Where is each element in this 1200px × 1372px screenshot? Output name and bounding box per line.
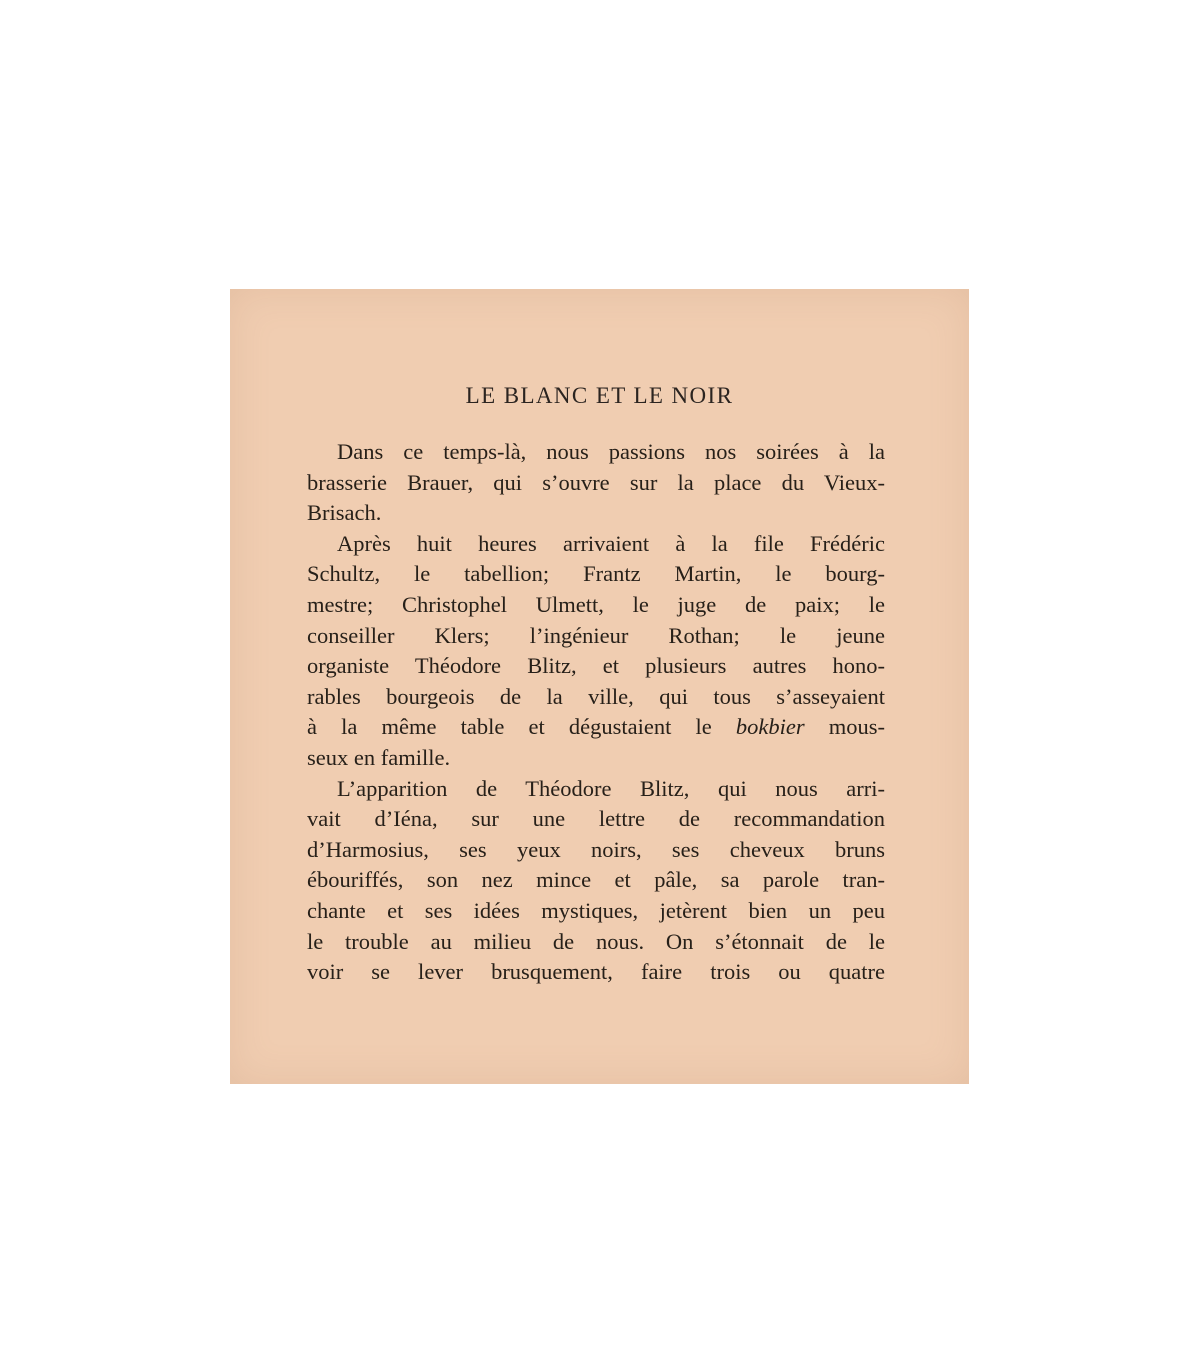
text-line: Dans ce temps-là, nous passions nos soirées à la [337,439,885,464]
text-line: le trouble au milieu de nous. On s’étonnait de le [307,928,885,954]
body-text [307,437,885,988]
italic-word: bokbier [735,714,805,740]
text-line: voir se lever brusquement, faire trois ou quatre [307,959,885,985]
text-line-with-italic [307,712,885,743]
text-line: mestre; Christophel Ulmett, le juge de paix; le [307,591,885,617]
text-line: conseiller Klers; l’ingénieur Rothan; le jeune [307,622,885,648]
text-segment: à la même table et dégustaient le [307,714,736,740]
text-line: L’apparition de Théodore Blitz, qui nous arri- [337,775,885,801]
text-line: Schultz, le tabellion; Frantz Martin, le bourg- [307,561,885,587]
text-line: brasserie Brauer, qui s’ouvre sur la place du Vieux- [307,469,885,495]
text-line: Après huit heures arrivaient à la file Frédéric [337,530,885,556]
text-line: chante et ses idées mystiques, jetèrent bien un peu [307,897,885,923]
text-line: d’Harmosius, ses yeux noirs, ses cheveux bruns [307,836,885,862]
text-line: seux en famille. [307,744,451,770]
chapter-title: LE BLANC ET LE NOIR [465,383,734,408]
text-line: vait d’Iéna, sur une lettre de recommandation [307,806,885,832]
text-line: rables bourgeois de la ville, qui tous s’asseyaient [307,683,885,709]
text-line: ébouriffés, son nez mince et pâle, sa parole tran- [307,867,885,893]
text-line: organiste Théodore Blitz, et plusieurs autres hono- [307,653,885,679]
book-page [230,289,969,1084]
text-segment: mous- [804,714,886,740]
text-line: Brisach. [307,500,382,526]
